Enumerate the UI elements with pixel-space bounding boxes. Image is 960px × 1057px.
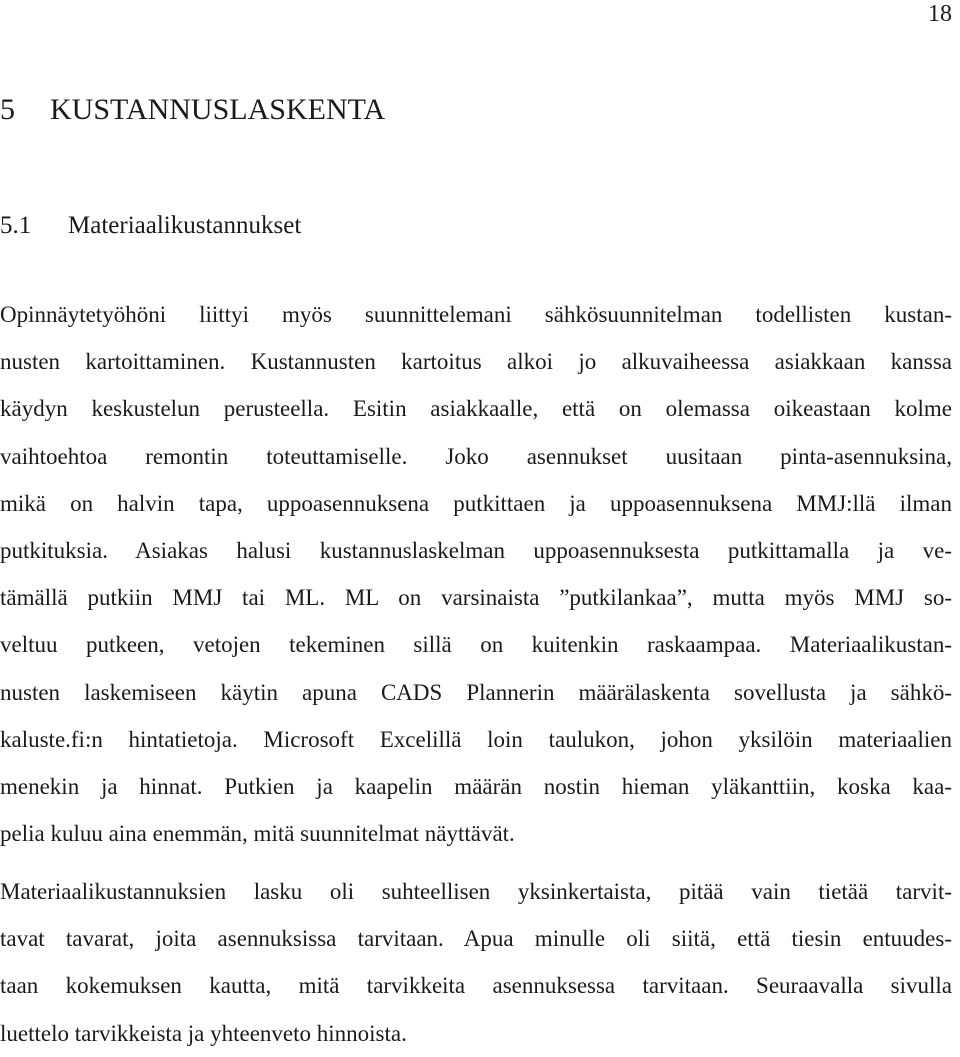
paragraph-line: Materiaalikustannuksien lasku oli suhteellisen yksinkertaista, pitää vain tietää tarvit- xyxy=(0,879,952,904)
paragraph-line: tämällä putkiin MMJ tai ML. ML on varsinaista ”putkilankaa”, mutta myös MMJ so- xyxy=(0,585,952,611)
paragraph-line: putkituksia. Asiakas halusi kustannuslaskelman uppoasennuksesta putkittamalla ja ve- xyxy=(0,537,952,563)
paragraph-line: veltuu putkeen, vetojen tekeminen sillä on kuitenkin raskaampaa. Materiaalikustan- xyxy=(0,632,952,658)
section-number: 5.1 xyxy=(0,212,32,239)
body-paragraph xyxy=(0,868,952,1057)
page-number: 18 xyxy=(928,1,952,27)
paragraph-line: Opinnäytetyöhöni liittyi myös suunnittelemani sähkösuunnitelman todellisten kustan- xyxy=(0,302,952,327)
paragraph-line: taan kokemuksen kautta, mitä tarvikkeita asennuksessa tarvitaan. Seuraavalla sivulla xyxy=(0,973,952,999)
section-heading xyxy=(0,206,301,246)
paragraph-line: käydyn keskustelun perusteella. Esitin asiakkaalle, että on olemassa oikeastaan kolme xyxy=(0,396,952,422)
paragraph-line: kaluste.fi:n hintatietoja. Microsoft Excelillä loin taulukon, johon yksilöin materiaalien xyxy=(0,726,952,752)
chapter-title: KUSTANNUSLASKENTA xyxy=(50,93,386,126)
paragraph-line: nusten laskemiseen käytin apuna CADS Plannerin määrälaskenta sovellusta ja sähkö- xyxy=(0,679,952,705)
paragraph-line: luettelo tarvikkeista ja yhteenveto hinnoista. xyxy=(0,1020,407,1046)
paragraph-line: pelia kuluu aina enemmän, mitä suunnitelmat näyttävät. xyxy=(0,821,515,847)
section-title: Materiaalikustannukset xyxy=(68,212,302,239)
paragraph-line: tavat tavarat, joita asennuksissa tarvitaan. Apua minulle oli siitä, että tiesin entuudes- xyxy=(0,926,952,952)
chapter-number: 5 xyxy=(0,93,15,126)
body-paragraph xyxy=(0,291,952,857)
paragraph-line: menekin ja hinnat. Putkien ja kaapelin määrän nostin hieman yläkanttiin, koska kaa- xyxy=(0,773,952,799)
paragraph-line: vaihtoehtoa remontin toteuttamiselle. Joko asennukset uusitaan pinta-asennuksina, xyxy=(0,443,952,469)
paragraph-line: mikä on halvin tapa, uppoasennuksena putkittaen ja uppoasennuksena MMJ:llä ilman xyxy=(0,490,952,516)
paragraph-line: nusten kartoittaminen. Kustannusten kartoitus alkoi jo alkuvaiheessa asiakkaan kanssa xyxy=(0,349,952,375)
chapter-heading xyxy=(0,92,385,128)
